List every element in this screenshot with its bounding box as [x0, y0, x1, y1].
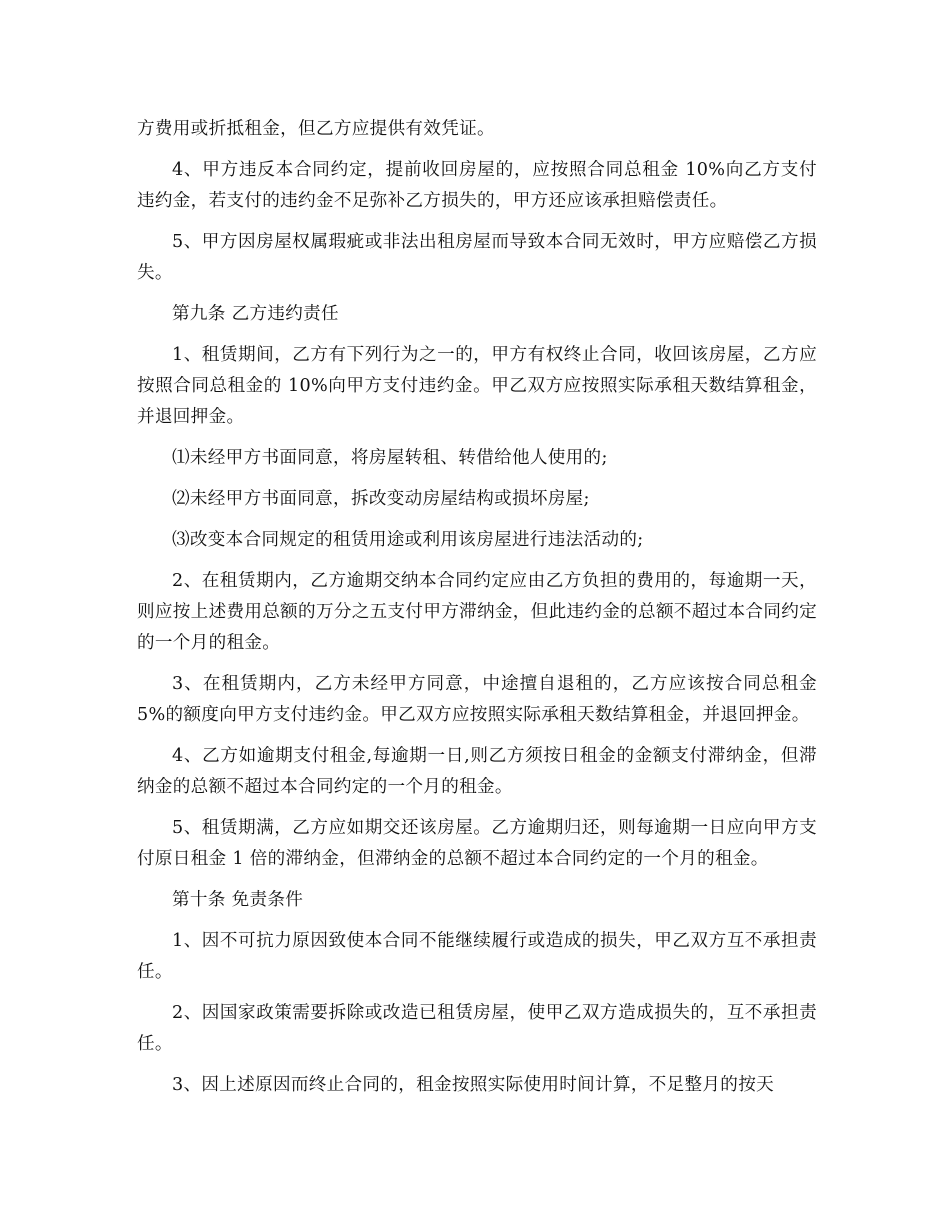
paragraph-clause-9-5: 5、租赁期满，乙方应如期交还该房屋。乙方逾期归还，则每逾期一日应向甲方支付原日租金 1 倍的滞纳金，但滞纳金的总额不超过本合同约定的一个月的租金。	[137, 818, 817, 869]
paragraph-clause-9-4: 4、乙方如逾期支付租金,每逾期一日,则乙方须按日租金的金额支付滞纳金，但滞纳金的总额不超过本合同约定的一个月的租金。	[137, 746, 817, 797]
paragraph-clause-9-1: 1、租赁期间，乙方有下列行为之一的，甲方有权终止合同，收回该房屋，乙方应按照合同总租金的 10%向甲方支付违约金。甲乙双方应按照实际承租天数结算租金，并退回押金。	[137, 345, 817, 427]
paragraph-clause-8-5: 5、甲方因房屋权属瑕疵或非法出租房屋而导致本合同无效时，甲方应赔偿乙方损失。	[137, 232, 817, 283]
paragraph-clause-9-1-item-3: ⑶改变本合同规定的租赁用途或利用该房屋进行违法活动的;	[172, 530, 644, 550]
paragraph-clause-8-4: 4、甲方违反本合同约定，提前收回房屋的，应按照合同总租金 10%向乙方支付违约金，若支付的违约金不足弥补乙方损失的，甲方还应该承担赔偿责任。	[137, 160, 817, 211]
paragraph-clause-9-2: 2、在租赁期内，乙方逾期交纳本合同约定应由乙方负担的费用的，每逾期一天，则应按上述费用总额的万分之五支付甲方滞纳金，但此违约金的总额不超过本合同约定的一个月的租金。	[137, 571, 817, 653]
section-heading-article-9: 第九条 乙方违约责任	[172, 304, 339, 324]
paragraph-clause-9-1-item-2: ⑵未经甲方书面同意，拆改变动房屋结构或损坏房屋;	[172, 489, 590, 509]
paragraph-clause-9-3: 3、在租赁期内，乙方未经甲方同意，中途擅自退租的，乙方应该按合同总租金 5%的额度向甲方支付违约金。甲乙双方应按照实际承租天数结算租金，并退回押金。	[137, 674, 817, 725]
document-page	[137, 114, 817, 1101]
paragraph-clause-10-3: 3、因上述原因而终止合同的，租金按照实际使用时间计算，不足整月的按天	[172, 1075, 774, 1095]
paragraph-continuation: 方费用或折抵租金，但乙方应提供有效凭证。	[137, 119, 495, 139]
section-heading-article-10: 第十条 免责条件	[172, 890, 304, 910]
paragraph-clause-10-2: 2、因国家政策需要拆除或改造已租赁房屋，使甲乙双方造成损失的，互不承担责任。	[137, 1003, 817, 1054]
paragraph-clause-9-1-item-1: ⑴未经甲方书面同意，将房屋转租、转借给他人使用的;	[172, 448, 608, 468]
paragraph-clause-10-1: 1、因不可抗力原因致使本合同不能继续履行或造成的损失，甲乙双方互不承担责任。	[137, 931, 817, 982]
